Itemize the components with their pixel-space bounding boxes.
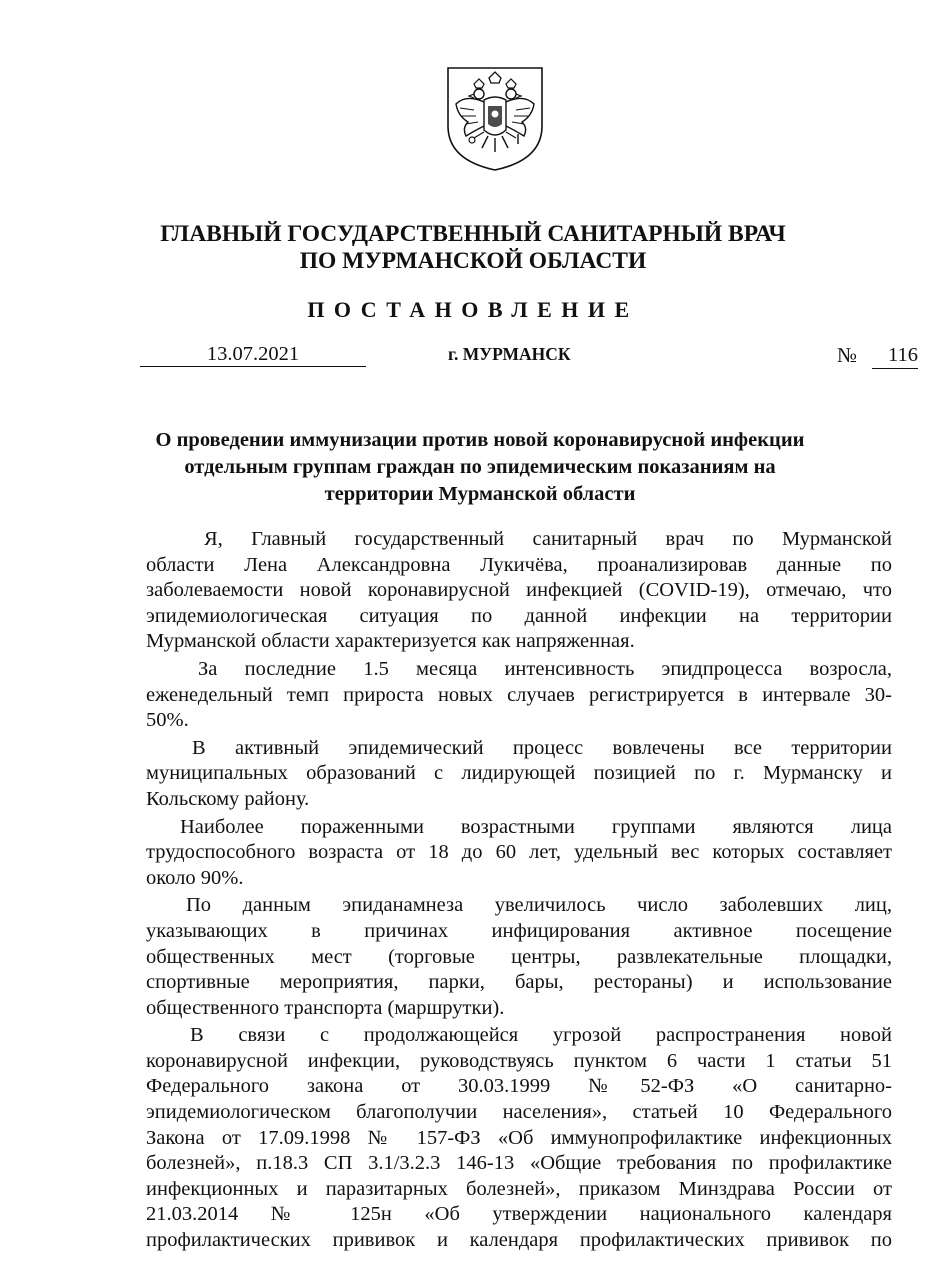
text-line: Я, Главный государственный санитарный врач по Мурманской <box>204 528 892 550</box>
document-city: г. МУРМАНСК <box>448 344 571 364</box>
paragraph-5 <box>146 893 892 1021</box>
text-line: Федерального закона от 30.03.1999 №52-ФЗ «О санитарно- <box>146 1075 892 1098</box>
text-line: 50%. <box>146 709 189 732</box>
document-number: 116 <box>872 342 918 369</box>
text-line: эпидемиологическая ситуация по данной инфекции на территории <box>146 604 892 627</box>
text-line: трудоспособного возраста от 18 до 60 лет, удельный вес которых составляет <box>146 841 892 864</box>
text-line: Мурманской области характеризуется как напряженная. <box>146 630 635 653</box>
text-line: эпидемиологическом благополучии населения», статьей 10 Федерального <box>146 1101 892 1124</box>
text-line: области Лена Александровна Лукичёва, проанализировав данные по <box>146 553 892 576</box>
document-date: 13.07.2021 <box>140 342 366 367</box>
document-type-heading: ПОСТАНОВЛЕНИЕ <box>307 297 639 322</box>
text-line: указывающих в причинах инфицирования активное посещение <box>146 919 892 942</box>
text-line: За последние 1.5 месяца интенсивность эпидпроцесса возросла, <box>198 657 892 680</box>
document-number-label: № <box>837 343 858 367</box>
text-line: коронавирусной инфекции, руководствуясь пунктом 6 части 1 статьи 51 <box>146 1049 892 1072</box>
text-line: По данным эпиданамнеза увеличилось число заболевших лиц, <box>186 894 892 917</box>
text-line: заболеваемости новой коронавирусной инфекцией (COVID-19), отмечаю, что <box>146 579 892 602</box>
text-line: Кольскому району. <box>146 787 310 810</box>
document-subject-title <box>120 427 840 508</box>
text-line: Наиболее пораженными возрастными группами являются лица <box>180 815 892 838</box>
text-line: спортивные мероприятия, парки, бары, рестораны) и использование <box>146 971 892 994</box>
text-line: болезней», п.18.3 СП 3.1/3.2.3 146-13 «Общие требования по профилактике <box>146 1152 892 1175</box>
paragraph-2 <box>146 657 892 734</box>
authority-title-line-1: ГЛАВНЫЙ ГОСУДАРСТВЕННЫЙ САНИТАРНЫЙ ВРАЧ <box>160 221 786 247</box>
text-line: Закона от 17.09.1998 № 157-ФЗ «Об иммунопрофилактике инфекционных <box>146 1126 892 1149</box>
text-line: около 90%. <box>146 866 244 889</box>
coat-of-arms-emblem <box>444 64 546 174</box>
paragraph-6 <box>146 1023 892 1253</box>
authority-title-line-2: ПО МУРМАНСКОЙ ОБЛАСТИ <box>299 248 647 274</box>
text-line: инфекционных и паразитарных болезней», приказом Минздрава России от <box>146 1177 892 1200</box>
text-line: общественных мест (торговые центры, развлекательные площадки, <box>146 945 892 968</box>
text-line: еженедельный темп прироста новых случаев регистрируется в интервале 30- <box>146 683 892 706</box>
title-line: отдельным группам граждан по эпидемическим показаниям на <box>184 456 776 478</box>
text-line: В активный эпидемический процесс вовлечены все территории <box>192 736 892 759</box>
text-line: муниципальных образований с лидирующей позицией по г. Мурманску и <box>146 762 892 785</box>
title-line: О проведении иммунизации против новой коронавирусной инфекции <box>155 429 805 451</box>
paragraph-1 <box>146 527 892 655</box>
text-line: профилактических прививок и календаря профилактических прививок по <box>146 1229 892 1252</box>
text-line: общественного транспорта (маршрутки). <box>146 996 505 1019</box>
document-body <box>146 527 892 1254</box>
title-line: территории Мурманской области <box>324 483 636 505</box>
text-line: 21.03.2014 № 125н «Об утверждении национального календаря <box>146 1203 892 1226</box>
text-line: В связи с продолжающейся угрозой распространения новой <box>190 1024 892 1047</box>
document-meta-line <box>140 342 918 372</box>
paragraph-3 <box>146 736 892 813</box>
paragraph-4 <box>146 815 892 892</box>
